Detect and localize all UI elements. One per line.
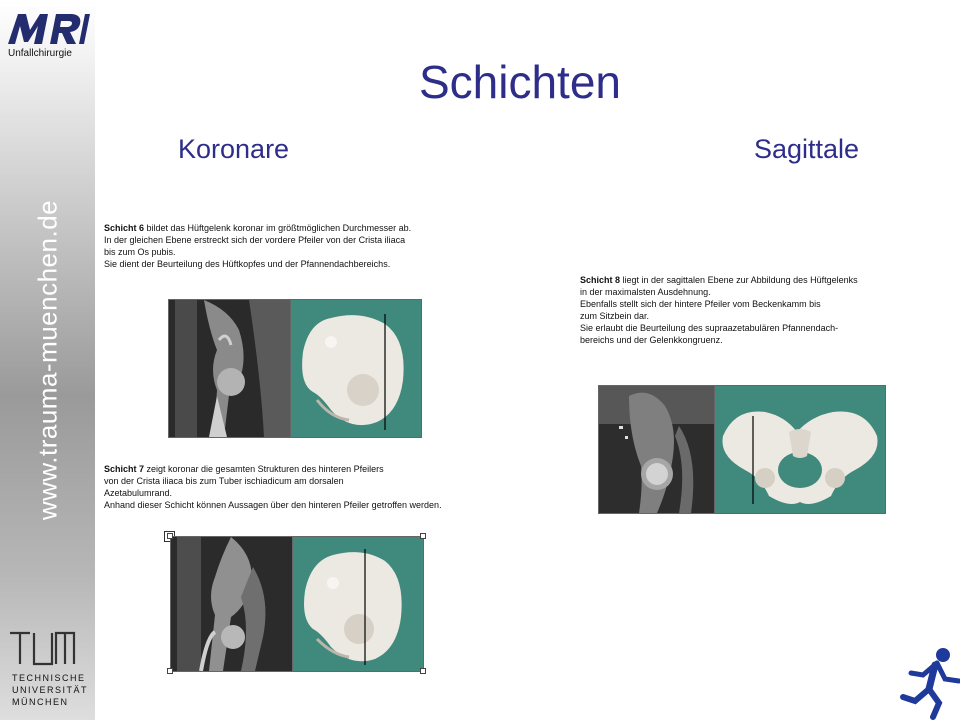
tum-logo-icon <box>8 630 76 668</box>
schicht7-image-pair[interactable] <box>170 536 424 672</box>
schicht6-line2: In der gleichen Ebene erstreckt sich der vordere Pfeiler von der Crista iliaca <box>104 235 406 245</box>
slide-title: Schichten <box>418 56 621 108</box>
schicht8-line2: in der maximalsten Ausdehnung. <box>580 287 711 297</box>
mri-logo <box>6 10 90 46</box>
resize-handle-se[interactable] <box>420 668 426 674</box>
schicht6-ct-image <box>169 300 291 437</box>
tum-line-1: TECHNISCHE <box>12 673 86 683</box>
schicht8-line1: liegt in der sagittalen Ebene zur Abbildung des Hüftgelenks <box>620 275 858 285</box>
schicht6-image-pair <box>168 299 422 438</box>
tum-line-2: UNIVERSITÄT <box>12 685 89 695</box>
resize-handle-ne[interactable] <box>420 533 426 539</box>
schicht6-description <box>104 222 411 270</box>
schicht7-line3: Azetabulumrand. <box>104 488 173 498</box>
schicht8-line4: zum Sitzbein dar. <box>580 311 650 321</box>
schicht8-description <box>580 274 858 346</box>
schicht7-line2: von der Crista iliaca bis zum Tuber ischiadicum am dorsalen <box>104 476 344 486</box>
schicht7-line4: Anhand dieser Schicht können Aussagen über den hinteren Pfeiler getroffen werden. <box>104 500 442 510</box>
schicht8-image-pair <box>598 385 886 514</box>
schicht6-line1: bildet das Hüftgelenk koronar im größtmöglichen Durchmesser ab. <box>144 223 412 233</box>
logo-subtitle: Unfallchirurgie <box>8 48 72 59</box>
runner-logo-icon <box>893 645 960 720</box>
schicht8-line5: Sie erlaubt die Beurteilung des supraazetabulären Pfannendach- <box>580 323 839 333</box>
schicht6-label: Schicht 6 <box>104 223 145 233</box>
schicht7-line1: zeigt koronar die gesamten Strukturen des hinteren Pfeilers <box>144 464 384 474</box>
resize-handle-sw[interactable] <box>167 668 173 674</box>
sagittale-heading: Sagittale <box>754 134 860 164</box>
schicht8-label: Schicht 8 <box>580 275 621 285</box>
resize-handle-nw[interactable] <box>167 533 173 539</box>
schicht8-line6: bereichs und der Gelenkkongruenz. <box>580 335 723 345</box>
schicht6-pelvis-photo <box>291 300 421 437</box>
koronare-heading: Koronare <box>178 134 290 164</box>
tum-wordmark <box>12 672 88 708</box>
schicht7-description <box>104 463 442 511</box>
schicht6-line4: Sie dient der Beurteilung des Hüftkopfes und der Pfannendachbereichs. <box>104 259 391 269</box>
schicht8-pelvis-photo <box>715 386 885 513</box>
schicht7-pelvis-photo <box>293 537 423 671</box>
website-url[interactable]: www.trauma-muenchen.de <box>32 199 63 521</box>
schicht6-line3: bis zum Os pubis. <box>104 247 176 257</box>
schicht8-ct-image <box>599 386 715 513</box>
schicht7-label: Schicht 7 <box>104 464 145 474</box>
schicht7-ct-image <box>171 537 293 671</box>
tum-line-3: MÜNCHEN <box>12 697 69 707</box>
schicht8-line3: Ebenfalls stellt sich der hintere Pfeiler vom Beckenkamm bis <box>580 299 821 309</box>
